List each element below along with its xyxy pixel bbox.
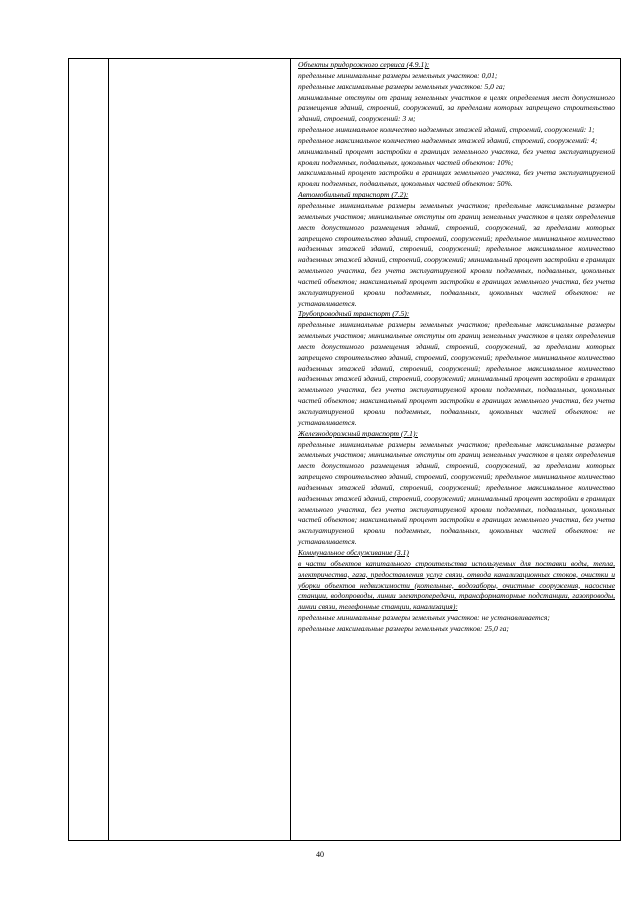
section-heading: Железнодорожный транспорт (7.1): — [298, 428, 419, 438]
paragraph: предельное максимальное количество надземных этажей зданий, строений, сооружений: 4; — [298, 135, 598, 145]
page-number: 40 — [316, 850, 324, 859]
paragraph: предельные минимальные размеры земельных участков; предельные максимальные размеры земельных участков; минимальные отступы от границ земельных участков в целях определения мест допустимого размещения зданий, строений, сооружений, за пределами которых запрещено строительство зданий, строений, сооружений; предельное минимальное количество надземных этажей зданий, строений, сооружений; предельное максимальное количество надземных этажей зданий, строений, сооружений; минимальный процент застройки в границах земельного участка, без учета эксплуатируемой кровли подземных, подвальных, цокольных частей объектов; максимальный процент застройки в границах земельного участка, без учета эксплуатируемой кровли подземных, подвальных, цокольных частей объектов: не устанавливается. — [298, 439, 615, 547]
section-heading: Трубопроводный транспорт (7.5): — [298, 309, 410, 319]
section-heading: Объекты придорожного сервиса (4.9.1): — [298, 60, 430, 69]
paragraph: минимальный процент застройки в границах земельного участка, без учета эксплуатируемой кровли подземных, подвальных, цокольных частей объектов: 10%; — [298, 146, 615, 167]
column-divider — [290, 59, 291, 840]
paragraph: предельные максимальные размеры земельных участков: 25,0 га; — [298, 623, 509, 633]
paragraph: максимальный процент застройки в границах земельного участка, без учета эксплуатируемой кровли подземных, подвальных, цокольных частей объектов: 50%. — [298, 168, 615, 189]
section-heading: Автомобильный транспорт (7.2): — [298, 190, 409, 200]
paragraph: предельные минимальные размеры земельных участков; предельные максимальные размеры земельных участков; минимальные отступы от границ земельных участков в целях определения мест допустимого размещения зданий, строений, сооружений, за пределами которых запрещено строительство зданий, строений, сооружений; предельное минимальное количество надземных этажей зданий, строений, сооружений; предельное максимальное количество надземных этажей зданий, строений, сооружений; минимальный процент застройки в границах земельного участка, без учета эксплуатируемой кровли подземных, подвальных, цокольных частей объектов; максимальный процент застройки в границах земельного участка, без учета эксплуатируемой кровли подземных, подвальных, цокольных частей объектов: не устанавливается. — [298, 200, 615, 308]
paragraph: предельные минимальные размеры земельных участков; предельные максимальные размеры земельных участков; минимальные отступы от границ земельных участков в целях определения мест допустимого размещения зданий, строений, сооружений, за пределами которых запрещено строительство зданий, строений, сооружений; предельное минимальное количество надземных этажей зданий, строений, сооружений; предельное максимальное количество надземных этажей зданий, строений, сооружений; минимальный процент застройки в границах земельного участка, без учета эксплуатируемой кровли подземных, подвальных, цокольных частей объектов; максимальный процент застройки в границах земельного участка, без учета эксплуатируемой кровли подземных, подвальных, цокольных частей объектов: не устанавливается. — [298, 320, 615, 427]
paragraph: предельные максимальные размеры земельных участков: 5,0 га; — [298, 81, 506, 91]
underlined-paragraph: в части объектов капитального строительства используемых для поставки воды, тепла, электричества, газа, предоставления услуг связи, отвода канализационных стоков, очистки и уборки объектов недвижимости (котельные, водозаборы, очистные сооружения, насосные станции, водопроводы, линии электропередачи, трансформаторные подстанции, газопроводы, линии связи, телефонные станции, канализация): — [298, 558, 615, 612]
regulations-table — [68, 58, 621, 841]
section-heading: Коммунальное обслуживание (3.1) — [298, 547, 409, 557]
paragraph: минимальные отступы от границ земельных участков в целях определения мест допустимого размещения зданий, строений, сооружений, за пределами которых запрещено строительство зданий, строений, сооружений: 3 м; — [298, 92, 615, 124]
regulations-cell — [298, 60, 615, 635]
paragraph: предельные минимальные размеры земельных участков: не устанавливается; — [298, 613, 550, 623]
column-divider — [108, 59, 109, 840]
paragraph: предельные минимальные размеры земельных участков: 0,01; — [298, 70, 498, 80]
paragraph: предельное минимальное количество надземных этажей зданий, строений, сооружений: 1; — [298, 125, 595, 135]
